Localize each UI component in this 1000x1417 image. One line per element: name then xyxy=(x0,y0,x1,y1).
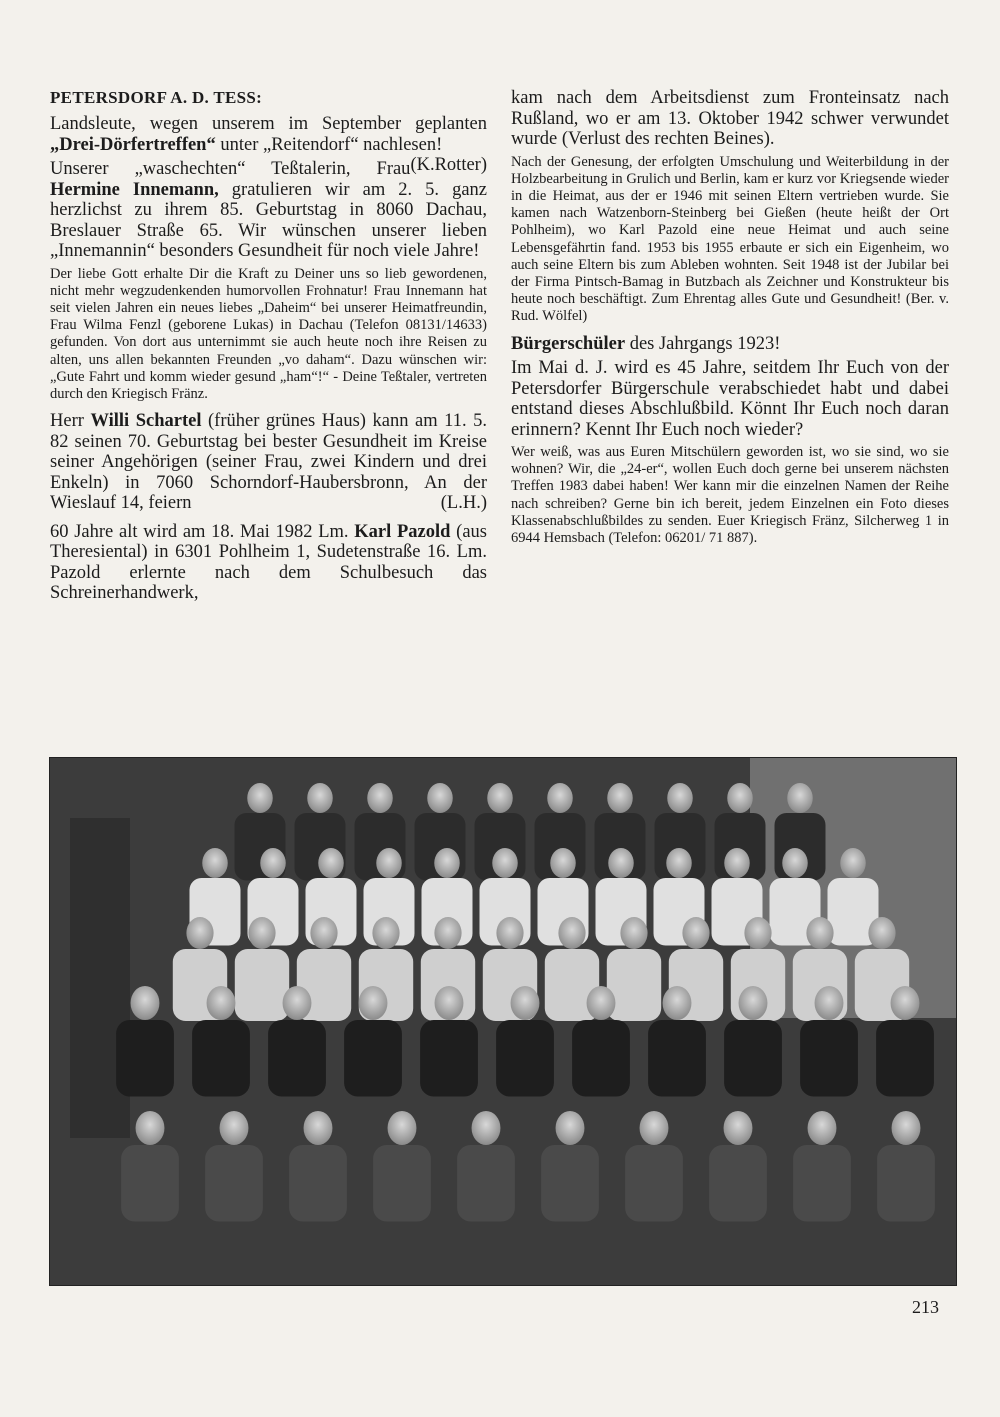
text-run: unter „Reitendorf“ nachlesen! xyxy=(215,134,443,155)
person-head xyxy=(666,848,692,878)
person-head xyxy=(547,783,573,813)
person-head xyxy=(607,783,633,813)
paragraph-pazold xyxy=(50,522,487,604)
text-run: Landsleute, wegen unserem im September geplanten xyxy=(50,114,487,134)
person-head xyxy=(663,986,692,1020)
person-head xyxy=(434,917,461,949)
person-head xyxy=(318,848,344,878)
person-body xyxy=(876,1020,934,1097)
text-run: Herr xyxy=(50,411,91,432)
person-head xyxy=(550,848,576,878)
paragraph-schartel xyxy=(50,411,487,514)
person-body xyxy=(457,1145,515,1222)
text-run: Unserer „waschechten“ Teßtalerin, Frau xyxy=(50,159,411,179)
text-run: 60 Jahre alt wird am 18. Mai 1982 Lm. xyxy=(50,521,355,542)
person-head xyxy=(496,917,523,949)
person-body xyxy=(648,1020,706,1097)
person-head xyxy=(136,1111,165,1145)
bold-run: „Drei-Dörfertreffen“ xyxy=(50,134,216,155)
person-head xyxy=(307,783,333,813)
text-run: des Jahrgangs 1923! xyxy=(625,333,781,354)
person-head xyxy=(640,1111,669,1145)
paragraph-buergerschueler-details: Wer weiß, was aus Euren Mitschülern geworden ist, wo sie sind, wo sie wohnen? Wir, die „24-er“, wollen Euch doch gerne bei unserem nächsten Treffen 1983 dabei haben! Wer kann mir die einzelnen Namen der Reihe nach schreiben? Gerne bin ich bereit, jedem Einzelnen ein Foto dieses Klassenabschlußbildes zu senden. Euer Kriegisch Fränz, Silcherweg 1 in 6944 Hemsbach (Telefon: 06201/ 71 887). xyxy=(511,444,949,547)
person-body xyxy=(572,1020,630,1097)
person-head xyxy=(388,1111,417,1145)
paragraph-buergerschueler: Im Mai d. J. wird es 45 Jahre, seitdem Ihr Euch von der Petersdorfer Bürgerschule verabschiedet habt und dabei entstand dieses Abschlußbild. Könnt Ihr Euch noch daran erinnern? Kennt Ihr Euch noch wieder? xyxy=(511,358,949,440)
person-head xyxy=(840,848,866,878)
paragraph-pazold-continued: kam nach dem Arbeitsdienst zum Fronteinsatz nach Rußland, wo er am 13. Oktober 1942 schwer verwundet wurde (Verlust des rechten Beines). xyxy=(511,88,949,149)
person-head xyxy=(556,1111,585,1145)
paragraph-buergerschueler-heading xyxy=(511,334,949,355)
paragraph-pazold-details: Nach der Genesung, der erfolgten Umschulung und Weiterbildung in der Holzbearbeitung in Grulich und Berlin, kam er kurz vor Kriegsende wieder in die Heimat, aus der er 1946 mit seinen Eltern vertrieben wurde. Sie kamen nach Watzenborn-Steinberg bei Gießen (heute heißt der Ort Pohlheim), wo Karl Pazold eine neue Heimat und auch seine Lebensgefährtin fand. 1953 bis 1955 erbaute er sich ein Eigenheim, wo auch seine Eltern bis zum Ableben wohnten. Seit 1948 ist der Jubilar bei der Firma Pintsch-Bamag in Butzbach als Zeichner und Konstrukteur bis heute noch beschäftigt. Zum Ehrentag alles Gute und Gesundheit! (Ber. v. Rud. Wölfel) xyxy=(511,153,949,325)
person-head xyxy=(202,848,228,878)
person-body xyxy=(192,1020,250,1097)
person-body xyxy=(121,1145,179,1222)
person-head xyxy=(744,917,771,949)
person-head xyxy=(682,917,709,949)
person-head xyxy=(727,783,753,813)
class-photo-illustration xyxy=(50,758,956,1285)
person-head xyxy=(787,783,813,813)
person-head xyxy=(492,848,518,878)
class-photo xyxy=(49,757,957,1286)
person-head xyxy=(608,848,634,878)
person-body xyxy=(420,1020,478,1097)
person-head xyxy=(472,1111,501,1145)
person-head xyxy=(247,783,273,813)
person-body xyxy=(235,949,289,1021)
person-head xyxy=(815,986,844,1020)
person-head xyxy=(891,986,920,1020)
person-head xyxy=(739,986,768,1020)
bold-run: Hermine Innemann, xyxy=(50,179,219,200)
author-signature: (K.Rotter) xyxy=(410,155,487,175)
person-head xyxy=(434,848,460,878)
person-head xyxy=(620,917,647,949)
text-run: (aus Theresiental) in 6301 Pohlheim 1, Sudetenstraße 16. Lm. Pazold erlernte nach dem Schulbesuch das Schreinerhandwerk, xyxy=(50,521,487,604)
author-signature: (L.H.) xyxy=(440,493,487,514)
bold-run: Karl Pazold xyxy=(354,521,451,542)
person-body xyxy=(344,1020,402,1097)
person-head xyxy=(724,848,750,878)
person-head xyxy=(558,917,585,949)
person-head xyxy=(367,783,393,813)
bold-run: Bürgerschüler xyxy=(511,333,626,354)
person-body xyxy=(268,1020,326,1097)
text-run: gratulieren wir am 2. 5. ganz herzlichst zu ihrem 85. Geburtstag in 8060 Dachau, Breslauer Straße 65. Wir wünschen unserer lieben „Innemannin“ besonders Gesundheit für noch viele Jahre! xyxy=(50,179,487,261)
person-head xyxy=(260,848,286,878)
person-head xyxy=(667,783,693,813)
person-head xyxy=(435,986,464,1020)
page-number: 213 xyxy=(912,1297,939,1317)
person-head xyxy=(587,986,616,1020)
person-head xyxy=(207,986,236,1020)
person-body xyxy=(724,1020,782,1097)
person-head xyxy=(806,917,833,949)
person-head xyxy=(427,783,453,813)
paragraph-innemann-details: Der liebe Gott erhalte Dir die Kraft zu Deiner uns so lieb gewordenen, nicht mehr wegzudenkenden humorvollen Frohnatur! Frau Innemann hat seit vielen Jahren ein neues liebes „Daheim“ bei unserer Heimatfreundin, Frau Wilma Fenzl (geborene Lukas) in Dachau (Telefon 08131/14633) gefunden. Von dort aus unternimmt sie auch heute noch ihre Reisen zu alten, uns allen bekannten Freunden „vo daham“. Dazu wünschen wir: „Gute Fahrt und komm wieder gesund „ham“!“ - Deine Teßtaler, vertreten durch den Kriegisch Fränz. xyxy=(50,265,487,402)
person-head xyxy=(283,986,312,1020)
right-column xyxy=(511,88,949,555)
person-body xyxy=(205,1145,263,1222)
person-head xyxy=(782,848,808,878)
person-head xyxy=(376,848,402,878)
person-body xyxy=(496,1020,554,1097)
person-head xyxy=(248,917,275,949)
person-head xyxy=(372,917,399,949)
person-head xyxy=(186,917,213,949)
person-head xyxy=(892,1111,921,1145)
person-body xyxy=(116,1020,174,1097)
person-head xyxy=(868,917,895,949)
person-body xyxy=(709,1145,767,1222)
left-column xyxy=(50,88,487,608)
section-heading: PETERSDORF A. D. TESS: xyxy=(50,88,263,107)
person-head xyxy=(310,917,337,949)
person-head xyxy=(808,1111,837,1145)
person-body xyxy=(625,1145,683,1222)
person-head xyxy=(220,1111,249,1145)
text-run: (früher grünes Haus) kann am 11. 5. 82 seinen 70. Geburtstag bei bester Gesundheit im Kreise seiner Angehörigen (seiner Frau, zwei Kindern und drei Enkeln) in 7060 Schorndorf-Haubersbronn, An der Wieslauf 14, feiern xyxy=(50,411,487,514)
person-body xyxy=(877,1145,935,1222)
person-body xyxy=(541,1145,599,1222)
person-body xyxy=(373,1145,431,1222)
person-body xyxy=(607,949,661,1021)
person-body xyxy=(800,1020,858,1097)
person-head xyxy=(511,986,540,1020)
person-head xyxy=(724,1111,753,1145)
person-body xyxy=(289,1145,347,1222)
person-body xyxy=(793,1145,851,1222)
person-head xyxy=(304,1111,333,1145)
bold-run: Willi Schartel xyxy=(90,411,202,432)
person-head xyxy=(131,986,160,1020)
person-head xyxy=(359,986,388,1020)
person-head xyxy=(487,783,513,813)
